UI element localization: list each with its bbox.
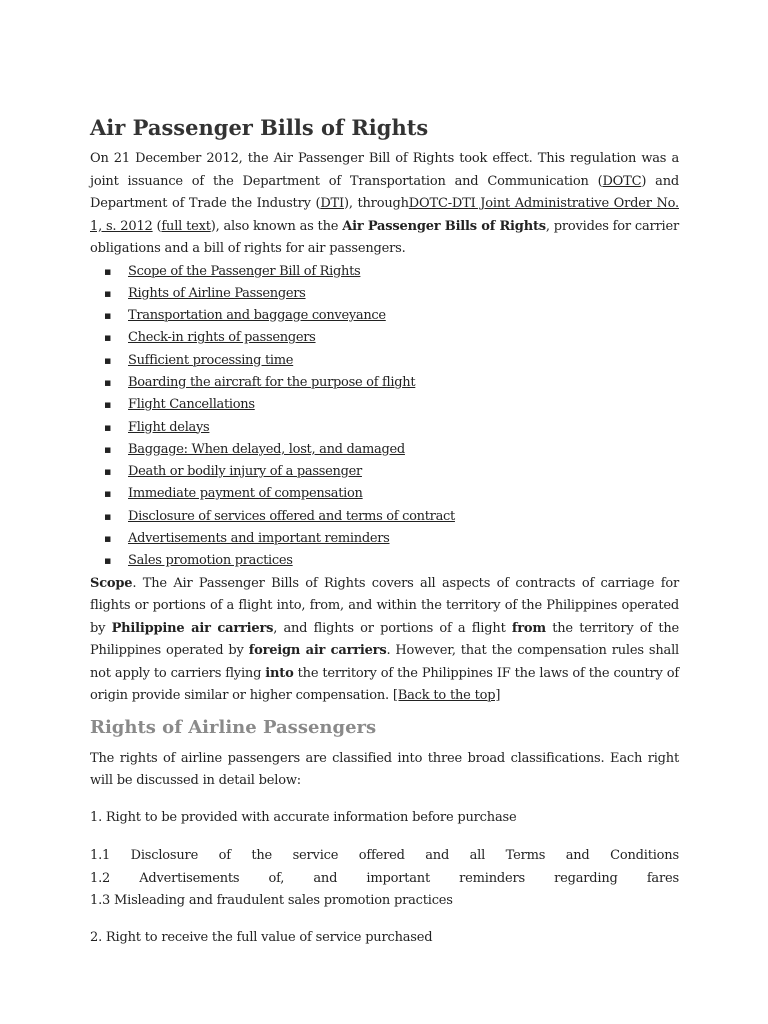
full-text-link[interactable]: full text xyxy=(161,218,211,234)
rights-intro: The rights of airline passengers are classified into three broad classifications. Each right will be discussed in detail below: xyxy=(90,750,679,789)
word: 1.2 xyxy=(90,870,111,886)
page-title: Air Passenger Bills of Rights xyxy=(90,115,429,140)
word: regarding xyxy=(554,870,618,886)
square-bullet-icon: ▪ xyxy=(104,353,112,367)
dti-link[interactable]: DTI xyxy=(320,196,344,211)
word: the xyxy=(251,848,273,864)
toc-item xyxy=(104,417,679,439)
square-bullet-icon: ▪ xyxy=(104,554,112,568)
square-bullet-icon: ▪ xyxy=(104,264,112,278)
right-1-3: 1.3 Misleading and fraudulent sales promotion practices xyxy=(90,893,453,909)
scope-text: the territory of the Philippines IF the laws of the country of origin provide similar or higher compensation. xyxy=(90,665,679,704)
scope-text: . However, that the compensation rules shall not apply to carriers flying xyxy=(90,643,679,681)
word: and xyxy=(313,870,338,886)
scope-bold: into xyxy=(265,665,294,681)
word: Conditions xyxy=(610,848,679,864)
square-bullet-icon: ▪ xyxy=(104,442,112,456)
word: 1.1 xyxy=(90,848,111,864)
right-2: 2. Right to receive the full value of service purchased xyxy=(90,929,433,945)
joint-order-link[interactable]: DOTC-DTI Joint Administrative Order No. 1, s. 2012 xyxy=(90,196,679,234)
toc-item xyxy=(104,506,679,528)
word: service xyxy=(292,848,339,864)
word: and xyxy=(565,848,590,864)
toc-item xyxy=(104,261,679,283)
word: fares xyxy=(646,870,679,886)
toc-item xyxy=(104,483,679,505)
square-bullet-icon: ▪ xyxy=(104,420,112,434)
toc-item xyxy=(104,283,679,305)
scope-label: Scope xyxy=(90,575,133,591)
toc-link[interactable]: Sales promotion practices xyxy=(128,553,293,569)
square-bullet-icon: ▪ xyxy=(104,465,112,479)
word: Terms xyxy=(505,848,546,864)
intro-text: On 21 December 2012, the Air Passenger Bill of Rights took effect. This regulation was a joint issuance of the Department of Transportation and Communication ( xyxy=(90,151,679,189)
toc-link[interactable]: Immediate payment of compensation xyxy=(128,486,363,502)
scope-text: , and flights or portions of a flight xyxy=(273,620,512,636)
scope-bold: Philippine air carriers xyxy=(111,620,274,636)
right-1: 1. Right to be provided with accurate information before purchase xyxy=(90,809,517,825)
toc-link[interactable]: Baggage: When delayed, lost, and damaged xyxy=(128,441,405,457)
scope-text: the territory of the Philippines operated by xyxy=(90,620,680,659)
toc-item xyxy=(104,372,679,394)
intro-text: ( xyxy=(152,218,162,234)
right-1-1 xyxy=(90,845,679,868)
intro-text: , provides for carrier obligations and a bill of rights for air passengers. xyxy=(90,218,679,256)
toc-link[interactable]: Sufficient processing time xyxy=(128,352,294,368)
square-bullet-icon: ▪ xyxy=(104,375,112,389)
scope-paragraph xyxy=(90,573,679,708)
toc-link[interactable]: Flight Cancellations xyxy=(128,397,255,413)
intro-text: ), through xyxy=(343,196,409,211)
word: of xyxy=(218,848,231,864)
word: and xyxy=(425,848,450,864)
back-to-top-link[interactable]: [Back to the top] xyxy=(392,688,501,704)
toc-link[interactable]: Check-in rights of passengers xyxy=(128,330,316,346)
intro-text: ), also known as the xyxy=(210,218,343,234)
toc-item xyxy=(104,461,679,483)
toc-item xyxy=(104,305,679,327)
toc-link[interactable]: Death or bodily injury of a passenger xyxy=(128,464,362,480)
toc-link[interactable]: Rights of Airline Passengers xyxy=(128,285,306,301)
spacer xyxy=(90,913,679,927)
word: Disclosure xyxy=(130,848,199,864)
toc-link[interactable]: Advertisements and important reminders xyxy=(128,531,390,547)
word: all xyxy=(469,848,486,864)
word: of, xyxy=(268,870,285,886)
square-bullet-icon: ▪ xyxy=(104,509,112,523)
word: offered xyxy=(358,848,405,864)
toc-item xyxy=(104,350,679,372)
intro-text: ) and Department of Trade the Industry ( xyxy=(90,173,679,211)
word: Advertisements xyxy=(139,870,240,886)
scope-bold: foreign air carriers xyxy=(248,643,387,659)
word: important xyxy=(366,870,430,886)
toc-link[interactable]: Disclosure of services offered and terms of contract xyxy=(128,508,455,524)
square-bullet-icon: ▪ xyxy=(104,309,112,323)
square-bullet-icon: ▪ xyxy=(104,532,112,546)
spacer xyxy=(90,793,679,807)
word: reminders xyxy=(459,870,525,886)
square-bullet-icon: ▪ xyxy=(104,286,112,300)
intro-paragraph xyxy=(90,148,679,261)
toc-link[interactable]: Boarding the aircraft for the purpose of flight xyxy=(128,374,416,390)
toc-link[interactable]: Scope of the Passenger Bill of Rights xyxy=(128,263,361,279)
square-bullet-icon: ▪ xyxy=(104,331,112,345)
section-heading: Rights of Airline Passengers xyxy=(90,716,377,738)
square-bullet-icon: ▪ xyxy=(104,487,112,501)
toc-item xyxy=(104,550,679,572)
toc-item xyxy=(104,528,679,550)
toc-item xyxy=(104,439,679,461)
toc-link[interactable]: Flight delays xyxy=(128,419,210,435)
toc-item xyxy=(104,394,679,416)
right-1-2 xyxy=(90,868,679,891)
dotc-link[interactable]: DOTC xyxy=(602,173,642,189)
square-bullet-icon: ▪ xyxy=(104,398,112,412)
scope-bold: from xyxy=(511,620,546,636)
spacer xyxy=(90,829,679,845)
toc-link[interactable]: Transportation and baggage conveyance xyxy=(128,308,386,324)
table-of-contents xyxy=(90,261,679,573)
scope-text: . The Air Passenger Bills of Rights covers all aspects of contracts of carriage for flights or portions of a flight into, from, and within the territory of the Philippines operated by xyxy=(90,575,679,636)
intro-bold: Air Passenger Bills of Rights xyxy=(342,218,546,234)
toc-item xyxy=(104,327,679,349)
